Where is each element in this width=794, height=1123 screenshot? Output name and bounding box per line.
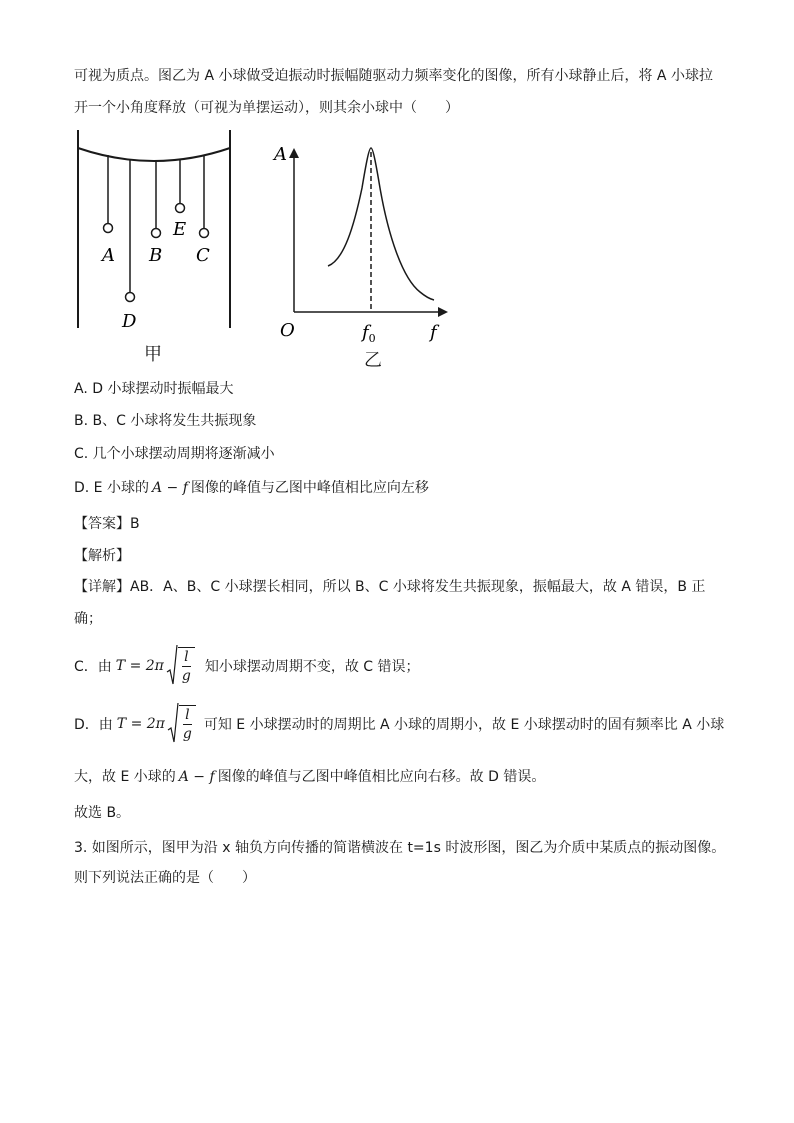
intro-line-1: 可视为质点。图乙为 A 小球做受迫振动时振幅随驱动力频率变化的图像，所有小球静止后，将 A 小球拉 xyxy=(74,68,713,84)
option-c: C. 几个小球摆动周期将逐渐减小 xyxy=(74,446,275,462)
period-formula-lhs: T = 2π xyxy=(115,658,164,674)
detail-line-2: 确； xyxy=(74,611,102,627)
analysis-title: 【解析】 xyxy=(74,548,130,564)
detail-line-1: 【详解】AB．A、B、C 小球摆长相同，所以 B、C 小球将发生共振现象，振幅最大，故 A 错误，B 正 xyxy=(74,579,706,595)
option-b: B. B、C 小球将发生共振现象 xyxy=(74,413,257,429)
figure-yi-resonance-curve xyxy=(270,138,460,348)
label-ball-d: D xyxy=(122,311,137,332)
origin-label: O xyxy=(280,320,295,341)
question-3-line-2: 则下列说法正确的是（ ） xyxy=(74,870,256,886)
label-ball-a: A xyxy=(102,245,115,266)
label-ball-e: E xyxy=(173,219,187,240)
y-axis-label: A xyxy=(274,144,287,165)
peak-frequency-label: $f_0$ xyxy=(362,322,376,345)
detail-line-big: 大，故 E 小球的 A − f 图像的峰值与乙图中峰值相比应向右移。故 D 错误。 xyxy=(74,769,546,785)
option-a: A. D 小球摆动时振幅最大 xyxy=(74,381,234,397)
answer: 【答案】B xyxy=(74,516,140,532)
question-3-line-1: 3. 如图所示，图甲为沿 x 轴负方向传播的简谐横波在 t=1s 时波形图，图乙为介质中某质点的振动图像。 xyxy=(74,840,726,856)
label-ball-c: C xyxy=(196,245,210,266)
label-ball-b: B xyxy=(149,245,163,266)
ball-d xyxy=(126,293,135,302)
figure-yi-caption: 乙 xyxy=(364,350,382,371)
x-axis-label: f xyxy=(430,322,437,343)
figure-jia-pendulums xyxy=(70,126,240,366)
option-d: D. E 小球的 A − f 图像的峰值与乙图中峰值相比应向左移 xyxy=(74,480,429,496)
option-d-math: A − f xyxy=(151,480,188,496)
sqrt-fraction-2: $\frac{l}{g}$ xyxy=(167,702,196,746)
sqrt-fraction: $\frac{l}{g}$ xyxy=(166,644,195,688)
conclusion: 故选 B。 xyxy=(74,805,131,821)
ball-b xyxy=(152,229,161,238)
detail-math: A − f xyxy=(178,769,215,785)
resonance-curve xyxy=(328,148,434,300)
detail-d-line: D．由 T = 2π $\frac{l}{g}$ 可知 E 小球摆动时的周期比 A 小球的周期小，故 E 小球摆动时的固有频率比 A 小球 xyxy=(74,702,724,746)
ball-a xyxy=(104,224,113,233)
figure-jia-caption: 甲 xyxy=(144,344,162,365)
ball-e xyxy=(176,204,185,213)
intro-line-2: 开一个小角度释放（可视为单摆运动），则其余小球中（ ） xyxy=(74,100,459,116)
ball-c xyxy=(200,229,209,238)
period-formula-lhs-2: T = 2π xyxy=(116,716,165,732)
detail-c-line: C．由 T = 2π $\frac{l}{g}$ 知小球摆动周期不变，故 C 错误； xyxy=(74,644,420,688)
support-rope xyxy=(78,148,230,161)
